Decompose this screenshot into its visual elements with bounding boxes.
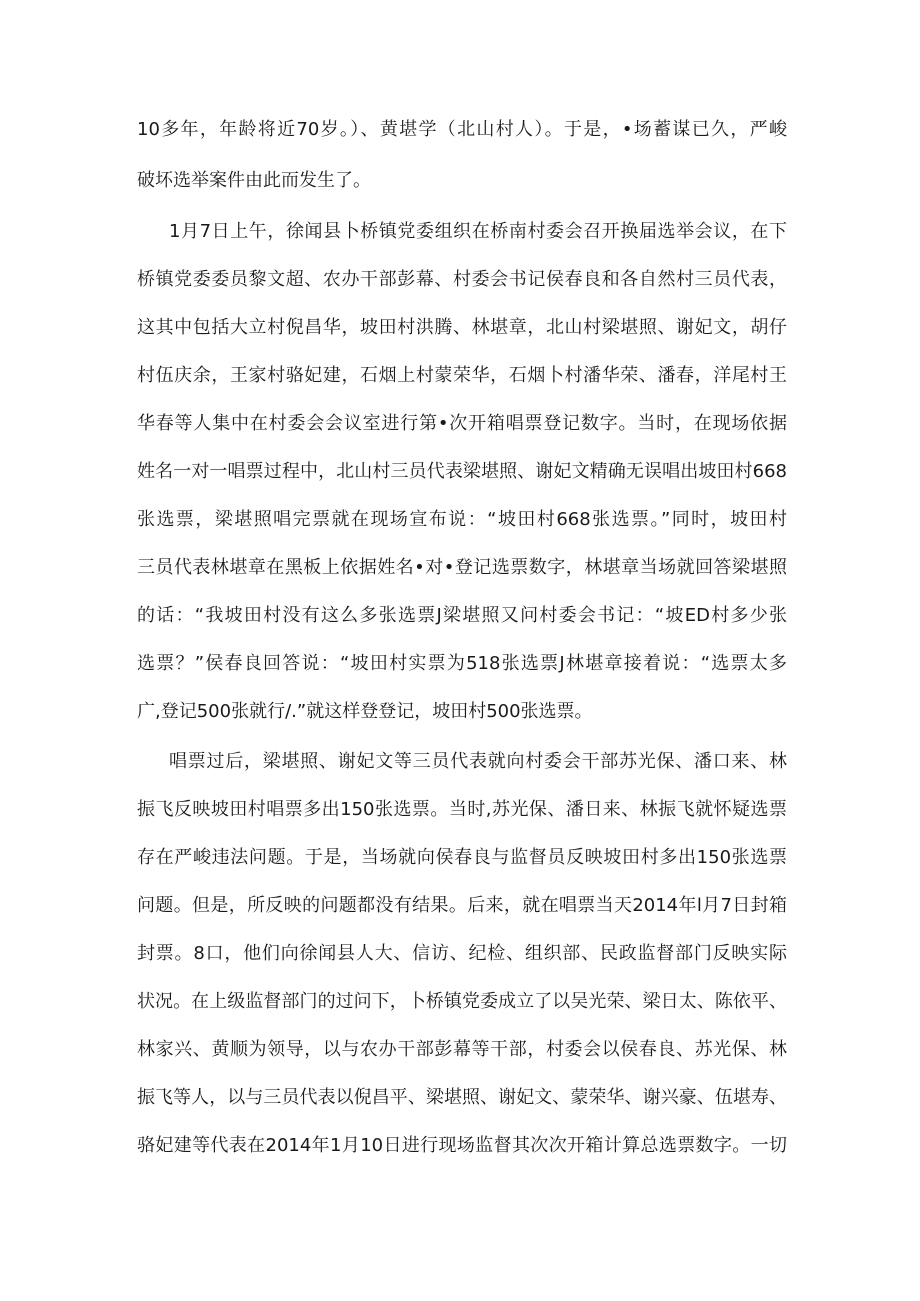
text-line: 振飞等人，以与三员代表以倪昌平、梁堪照、谢妃文、蒙荣华、谢兴豪、伍堪寿、 (137, 1087, 787, 1108)
text-line: 骆妃建等代表在2014年1月10日进行现场监督其次次开箱计算总选票数字。一切 (137, 1135, 787, 1156)
text-line: 问题。但是，所反映的问题都没有结果。后来，就在唱票当天2014年l月7日封箱 (137, 895, 787, 916)
text-line: 10多年，年龄将近70岁。）、黄堪学（北山村人）。于是，•场蓄谋已久，严峻 (137, 119, 787, 140)
text-line: 张选票，梁堪照唱完票就在现场宣布说：“坡田村668张选票。”同时，坡田村 (137, 509, 787, 530)
text-line: 振飞反映坡田村唱票多出150张选票。当时,苏光保、潘日来、林振飞就怀疑选票 (137, 799, 787, 820)
text-line: 1月7日上午，徐闻县卜桥镇党委组织在桥南村委会召开换届选举会议，在下 (169, 221, 787, 242)
text-line: 这其中包括大立村倪昌华，坡田村洪腾、林堪章，北山村梁堪照、谢妃文，胡仔 (137, 317, 787, 338)
text-line: 破坏选举案件由此而发生了。 (137, 170, 371, 191)
text-line: 选票？”侯春良回答说：“坡田村实票为518张选票J林堪章接着说：“选票太多 (137, 653, 787, 674)
text-line: 桥镇党委委员黎文超、农办干部彭幕、村委会书记侯春良和各自然村三员代表， (137, 269, 787, 290)
text-line: 姓名一对一唱票过程中，北山村三员代表梁堪照、谢妃文精确无误唱出坡田村668 (137, 461, 787, 482)
text-line: 三员代表林堪章在黑板上依据姓名•对•登记选票数字，林堪章当场就回答梁堪照 (137, 557, 787, 578)
text-line: 林家兴、黄顺为领导，以与农办干部彭幕等干部，村委会以侯春良、苏光保、林 (137, 1039, 787, 1060)
text-line: 华春等人集中在村委会会议室进行第•次开箱唱票登记数字。当时，在现场依据 (137, 413, 787, 434)
text-line: 唱票过后，梁堪照、谢妃文等三员代表就向村委会干部苏光保、潘口来、林 (169, 751, 787, 772)
text-line: 状况。在上级监督部门的过问下，卜桥镇党委成立了以吴光荣、梁日太、陈依平、 (137, 991, 787, 1012)
text-line: 存在严峻违法问题。于是，当场就向侯春良与监督员反映坡田村多出150张选票 (137, 847, 787, 868)
text-line: 广,登记500张就行/.”就这样登登记，坡田村500张选票。 (137, 701, 593, 722)
text-line: 村伍庆余，王家村骆妃建，石烟上村蒙荣华，石烟卜村潘华荣、潘春，洋尾村王 (137, 365, 787, 386)
text-line: 封票。8口，他们向徐闻县人大、信访、纪检、组织部、民政监督部门反映实际 (137, 943, 787, 964)
text-line: 的话：“我坡田村没有这么多张选票J梁堪照又问村委会书记：“坡ED村多少张 (137, 605, 787, 626)
